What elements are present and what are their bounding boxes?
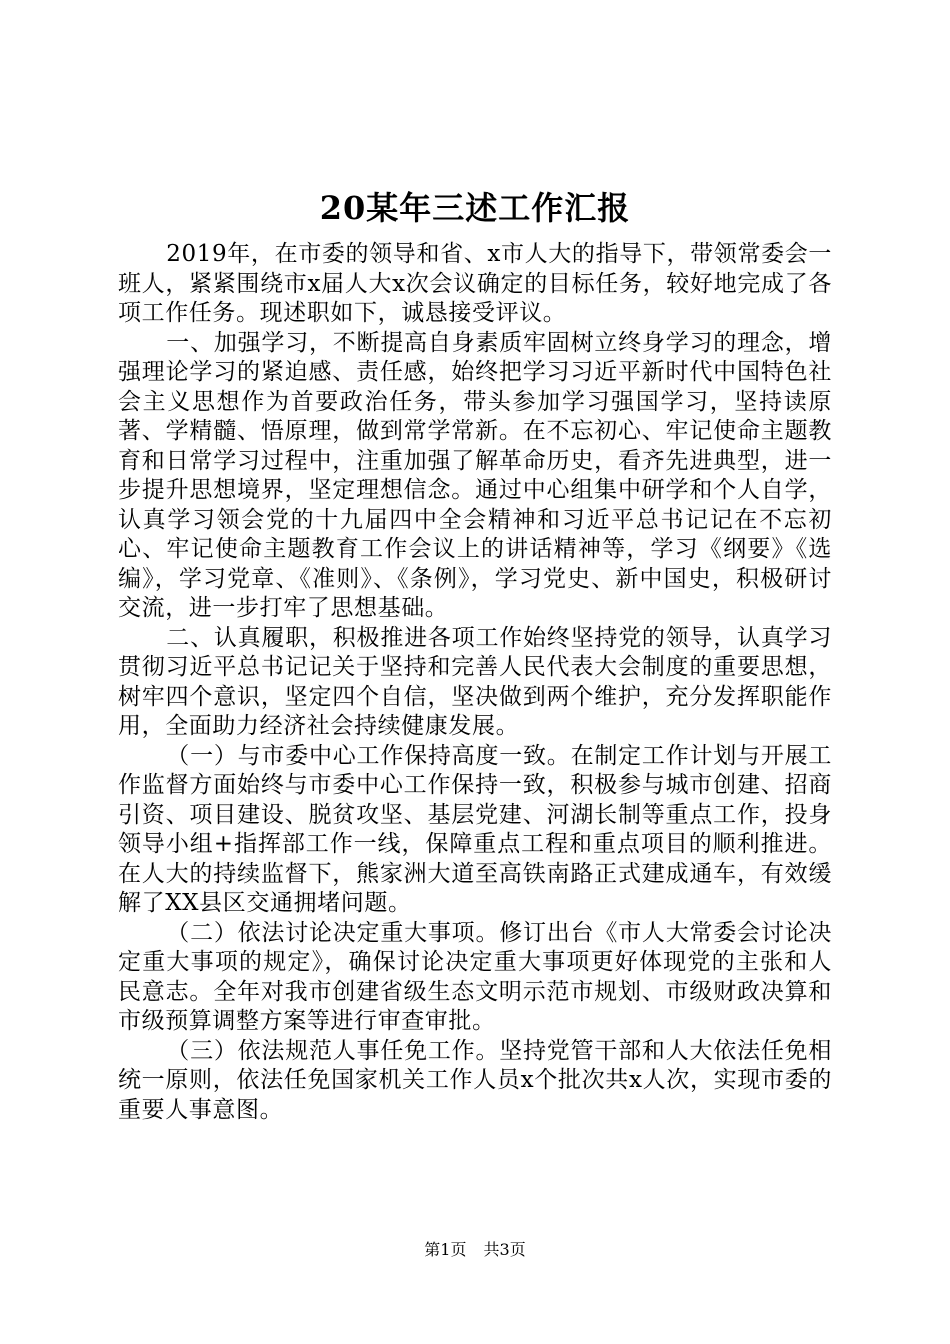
- paragraph-intro: 2019年，在市委的领导和省、x市人大的指导下，带领常委会一班人，紧紧围绕市x届人大x次会议确定的目标任务，较好地完成了各项工作任务。现述职如下，诚恳接受评议。: [118, 241, 832, 326]
- page-number-total: 共3页: [483, 1240, 526, 1259]
- page-number-current: 第1页: [424, 1240, 467, 1259]
- paragraph-section-2: 二、认真履职，积极推进各项工作始终坚持党的领导，认真学习贯彻习近平总书记记关于坚持和完善人民代表大会制度的重要思想，树牢四个意识，坚定四个自信，坚决做到两个维护，充分发挥职能作用，全面助力经济社会持续健康发展。: [118, 624, 832, 739]
- paragraph-section-1: 一、加强学习，不断提高自身素质牢固树立终身学习的理念，增强理论学习的紧迫感、责任感，始终把学习习近平新时代中国特色社会主义思想作为首要政治任务，带头参加学习强国学习，坚持读原著、学精髓、悟原理，做到常学常新。在不忘初心、牢记使命主题教育和日常学习过程中，注重加强了解革命历史，看齐先进典型，进一步提升思想境界，坚定理想信念。通过中心组集中研学和个人自学，认真学习领会党的十九届四中全会精神和习近平总书记记在不忘初心、牢记使命主题教育工作会议上的讲话精神等，学习《纲要》《选编》，学习党章、《准则》、《条例》，学习党史、新中国史，积极研讨交流，进一步打牢了思想基础。: [118, 329, 832, 621]
- paragraph-subsection-1: （一）与市委中心工作保持高度一致。在制定工作计划与开展工作监督方面始终与市委中心工作保持一致，积极参与城市创建、招商引资、项目建设、脱贫攻坚、基层党建、河湖长制等重点工作，投身领导小组+指挥部工作一线，保障重点工程和重点项目的顺利推进。在人大的持续监督下，熊家洲大道至高铁南路正式建成通车，有效缓解了XX县区交通拥堵问题。: [118, 742, 832, 916]
- document-title: 20某年三述工作汇报: [319, 189, 631, 227]
- page-footer: [0, 1239, 950, 1261]
- paragraph-subsection-2: （二）依法讨论决定重大事项。修订出台《市人大常委会讨论决定重大事项的规定》，确保讨论决定重大事项更好体现党的主张和人民意志。全年对我市创建省级生态文明示范市规划、市级财政决算和市级预算调整方案等进行审查审批。: [118, 919, 832, 1034]
- paragraph-subsection-3: （三）依法规范人事任免工作。坚持党管干部和人大依法任免相统一原则，依法任免国家机关工作人员x个批次共x人次，实现市委的重要人事意图。: [118, 1037, 832, 1123]
- document-body: [118, 240, 832, 1125]
